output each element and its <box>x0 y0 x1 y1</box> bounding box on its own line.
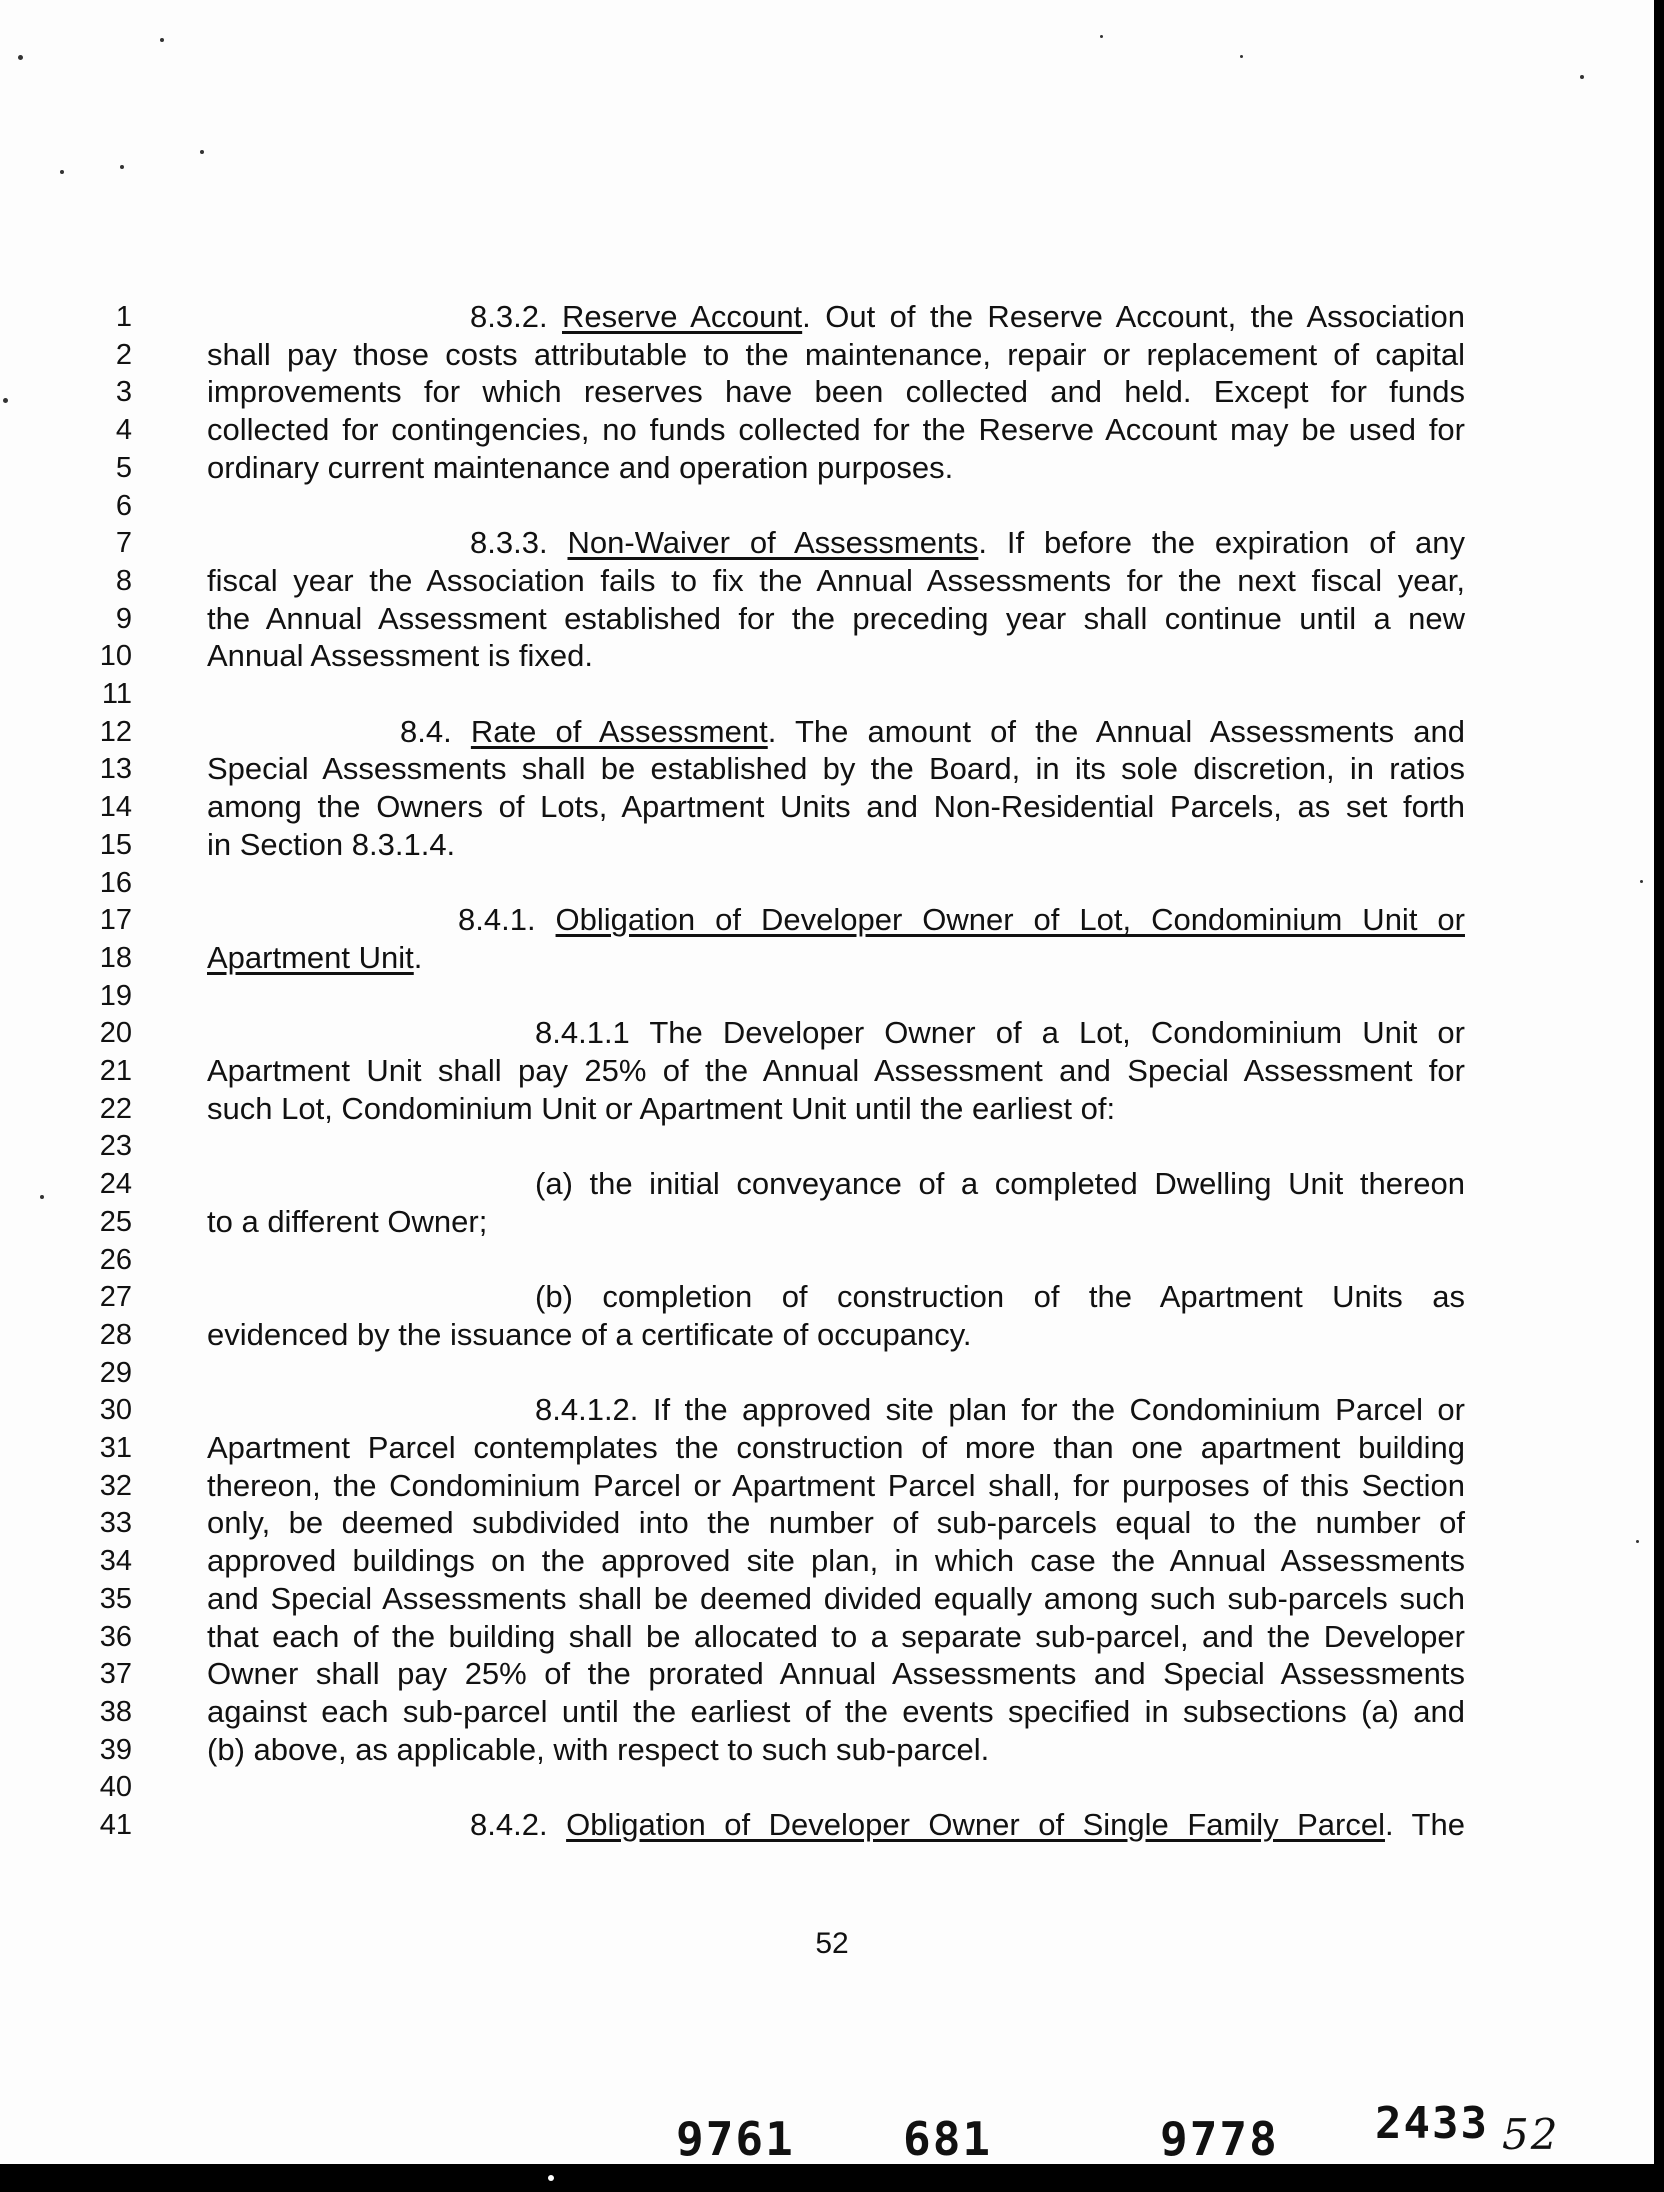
line-number: 14 <box>99 791 132 824</box>
text-run: . Out of the Reserve Account, the Association <box>802 299 1465 334</box>
scan-speck <box>1636 1540 1639 1543</box>
document-line <box>0 1089 1664 1129</box>
text-run: Special Assessments shall be established by the Board, in its sole discretion, in ratios <box>207 751 1465 787</box>
line-number: 28 <box>99 1318 132 1351</box>
document-line <box>0 938 1664 978</box>
line-number: 36 <box>99 1620 132 1653</box>
scan-speck <box>1240 55 1243 58</box>
line-text <box>207 335 1465 375</box>
line-text <box>207 938 1465 978</box>
line-text <box>207 1579 1465 1619</box>
line-number: 19 <box>99 979 132 1012</box>
section-heading: Obligation of Developer Owner of Lot, Condominium Unit or <box>555 902 1465 938</box>
line-number: 41 <box>99 1809 132 1841</box>
bates-number-1: 9761 <box>676 2112 795 2166</box>
document-line <box>0 1164 1664 1204</box>
text-run: Annual Assessment is fixed. <box>207 638 593 674</box>
line-text <box>207 1315 1465 1355</box>
text-run: 8.3.3. <box>470 525 568 561</box>
line-text <box>207 1089 1465 1129</box>
text-run: Owner shall pay 25% of the prorated Annual Assessments and Special Assessments <box>207 1656 1465 1692</box>
document-line <box>0 900 1664 940</box>
page-number: 52 <box>815 1927 849 1960</box>
document-line <box>0 1051 1664 1091</box>
text-run: Apartment Unit shall pay 25% of the Annual Assessment and Special Assessment for <box>207 1053 1465 1088</box>
line-text <box>207 1730 1465 1770</box>
line-text <box>207 1654 1465 1694</box>
line-number: 24 <box>99 1168 132 1201</box>
line-text <box>207 636 1465 676</box>
scan-speck <box>3 398 8 403</box>
line-number: 8 <box>115 564 132 597</box>
section-heading: Non-Waiver of Assessments <box>567 525 979 561</box>
line-number: 6 <box>115 489 132 522</box>
line-number: 29 <box>99 1356 132 1389</box>
text-run: 8.4.2. <box>470 1807 567 1842</box>
section-heading: Obligation of Developer Owner of Single Family Parcel <box>566 1807 1385 1842</box>
line-text <box>207 1617 1465 1657</box>
document-line <box>0 976 1664 1016</box>
document-line <box>0 1353 1664 1393</box>
text-run: . The amount of the Annual Assessments and <box>767 713 1465 749</box>
document-line <box>0 1579 1664 1619</box>
line-text <box>458 900 1465 940</box>
text-run: ordinary current maintenance and operation purposes. <box>207 449 954 485</box>
document-line <box>0 1805 1664 1845</box>
line-text <box>207 599 1465 639</box>
document-line <box>0 1466 1664 1506</box>
line-number: 33 <box>99 1507 132 1540</box>
line-number: 30 <box>99 1394 132 1427</box>
scan-speck <box>200 150 204 154</box>
text-run: 8.4.1.1 The Developer Owner of a Lot, Condominium Unit or <box>535 1015 1465 1051</box>
line-number: 39 <box>99 1733 132 1766</box>
text-run: 8.4.1.2. If the approved site plan for the Condominium Parcel or <box>535 1392 1465 1428</box>
line-number: 17 <box>99 904 132 937</box>
line-text <box>535 1277 1465 1317</box>
text-run: . <box>413 939 423 975</box>
document-line <box>0 297 1664 337</box>
text-run: 8.4. <box>400 713 471 749</box>
scan-speck <box>160 38 164 42</box>
line-text <box>207 448 1465 488</box>
scan-speck <box>120 165 124 169</box>
document-line <box>0 1428 1664 1468</box>
document-line <box>0 1013 1664 1053</box>
scan-speck <box>548 2175 554 2181</box>
line-text <box>207 749 1465 789</box>
document-line <box>0 825 1664 865</box>
document-line <box>0 1767 1664 1807</box>
text-run: approved buildings on the approved site plan, in which case the Annual Assessments <box>207 1543 1465 1579</box>
line-number: 22 <box>99 1092 132 1125</box>
text-run: such Lot, Condominium Unit or Apartment Unit until the earliest of: <box>207 1090 1116 1126</box>
document-line <box>0 1202 1664 1242</box>
text-run: the Annual Assessment established for the preceding year shall continue until a new <box>207 600 1465 636</box>
scan-speck <box>1580 75 1584 79</box>
line-number: 34 <box>99 1545 132 1578</box>
scan-speck <box>40 1195 44 1199</box>
line-text <box>207 1051 1465 1091</box>
document-line <box>0 1541 1664 1581</box>
text-run: evidenced by the issuance of a certificate of occupancy. <box>207 1316 972 1352</box>
text-run: . The <box>1384 1807 1465 1842</box>
line-number: 37 <box>99 1658 132 1691</box>
scan-speck <box>18 55 23 60</box>
line-number: 2 <box>115 338 132 371</box>
document-line <box>0 1692 1664 1732</box>
line-number: 12 <box>99 715 132 748</box>
line-text <box>207 1202 1465 1242</box>
line-number: 25 <box>99 1205 132 1238</box>
text-run: (b) completion of construction of the Apartment Units as <box>535 1279 1465 1315</box>
line-text <box>470 297 1465 337</box>
line-number: 1 <box>115 301 132 333</box>
line-text <box>207 1692 1465 1732</box>
text-run: and Special Assessments shall be deemed divided equally among such sub-parcels such <box>207 1580 1465 1616</box>
text-run: shall pay those costs attributable to the maintenance, repair or replacement of capital <box>207 336 1465 372</box>
section-heading: Rate of Assessment <box>470 713 768 749</box>
text-run: among the Owners of Lots, Apartment Units and Non-Residential Parcels, as set forth <box>207 789 1465 825</box>
scan-speck <box>60 170 64 174</box>
line-number: 11 <box>101 678 132 710</box>
document-line <box>0 523 1664 563</box>
scan-border-bottom <box>0 2164 1664 2192</box>
line-number: 38 <box>99 1695 132 1728</box>
document-line <box>0 1730 1664 1770</box>
line-number: 20 <box>99 1017 132 1050</box>
text-run: only, be deemed subdivided into the number of sub-parcels equal to the number of <box>207 1505 1465 1541</box>
document-line <box>0 1617 1664 1657</box>
line-number: 9 <box>115 602 132 635</box>
text-run: (a) the initial conveyance of a completed Dwelling Unit thereon <box>535 1166 1465 1202</box>
bates-number-3: 9778 <box>1160 2112 1279 2166</box>
text-run: thereon, the Condominium Parcel or Apartment Parcel shall, for purposes of this Section <box>207 1467 1465 1503</box>
document-line <box>0 561 1664 601</box>
line-text <box>207 825 1465 865</box>
line-number: 32 <box>99 1469 132 1502</box>
line-text <box>207 561 1465 601</box>
document-line <box>0 1126 1664 1166</box>
line-number: 18 <box>99 941 132 974</box>
document-line <box>0 1240 1664 1280</box>
line-number: 21 <box>99 1055 132 1087</box>
line-text <box>535 1390 1465 1430</box>
document-line <box>0 335 1664 375</box>
text-run: . If before the expiration of any <box>978 525 1465 561</box>
line-number: 26 <box>99 1243 132 1276</box>
scan-speck <box>1640 880 1643 883</box>
line-text <box>535 1013 1465 1053</box>
document-line <box>0 787 1664 827</box>
line-text <box>207 1466 1465 1506</box>
document-line <box>0 636 1664 676</box>
document-line <box>0 863 1664 903</box>
document-line <box>0 372 1664 412</box>
text-run: 8.3.2. <box>470 299 562 334</box>
text-run: that each of the building shall be allocated to a separate sub-parcel, and the Developer <box>207 1618 1465 1654</box>
scan-speck <box>1100 35 1103 38</box>
line-number: 13 <box>99 753 132 786</box>
line-text <box>535 1164 1465 1204</box>
line-text <box>207 1428 1465 1468</box>
document-line <box>0 1390 1664 1430</box>
line-text <box>207 1503 1465 1543</box>
line-number: 40 <box>99 1771 132 1804</box>
line-number: 31 <box>99 1432 132 1464</box>
line-number: 35 <box>99 1582 132 1615</box>
line-number: 5 <box>115 451 132 484</box>
line-text <box>207 1541 1465 1581</box>
document-line <box>0 599 1664 639</box>
text-run: to a different Owner; <box>207 1203 488 1239</box>
document-line <box>0 1503 1664 1543</box>
line-text <box>470 523 1465 563</box>
bates-number-2: 681 <box>903 2112 993 2166</box>
line-number: 7 <box>115 527 132 560</box>
line-text <box>207 372 1465 412</box>
document-line <box>0 749 1664 789</box>
text-run: in Section 8.3.1.4. <box>207 826 456 862</box>
text-run: Apartment Parcel contemplates the construction of more than one apartment building <box>207 1430 1465 1465</box>
line-number: 23 <box>99 1130 132 1163</box>
line-text <box>207 410 1465 450</box>
section-heading: Apartment Unit <box>207 939 414 975</box>
document-line <box>0 1315 1664 1355</box>
text-run: 8.4.1. <box>458 902 556 938</box>
section-heading: Reserve Account <box>562 299 803 334</box>
document-line <box>0 410 1664 450</box>
handwritten-page-mark: 52 <box>1502 2110 1560 2159</box>
line-number: 3 <box>115 376 132 409</box>
text-run: against each sub-parcel until the earliest of the events specified in subsections (a) and <box>207 1693 1465 1729</box>
line-text <box>470 1805 1465 1845</box>
line-number: 4 <box>115 414 132 447</box>
document-line <box>0 1277 1664 1317</box>
bates-number-4: 2433 <box>1375 2098 1489 2149</box>
document-line <box>0 1654 1664 1694</box>
line-text <box>400 712 1465 752</box>
document-line <box>0 486 1664 526</box>
document-line <box>0 674 1664 714</box>
line-text <box>207 787 1465 827</box>
line-number: 15 <box>99 828 132 861</box>
line-number: 16 <box>99 866 132 899</box>
text-run: (b) above, as applicable, with respect to such sub-parcel. <box>207 1731 990 1767</box>
line-number: 10 <box>99 640 132 673</box>
line-number: 27 <box>99 1281 132 1314</box>
document-line <box>0 448 1664 488</box>
text-run: collected for contingencies, no funds collected for the Reserve Account may be used for <box>207 412 1465 448</box>
text-run: improvements for which reserves have been collected and held. Except for funds <box>207 374 1465 410</box>
text-run: fiscal year the Association fails to fix the Annual Assessments for the next fiscal year, <box>207 562 1465 598</box>
document-line <box>0 712 1664 752</box>
